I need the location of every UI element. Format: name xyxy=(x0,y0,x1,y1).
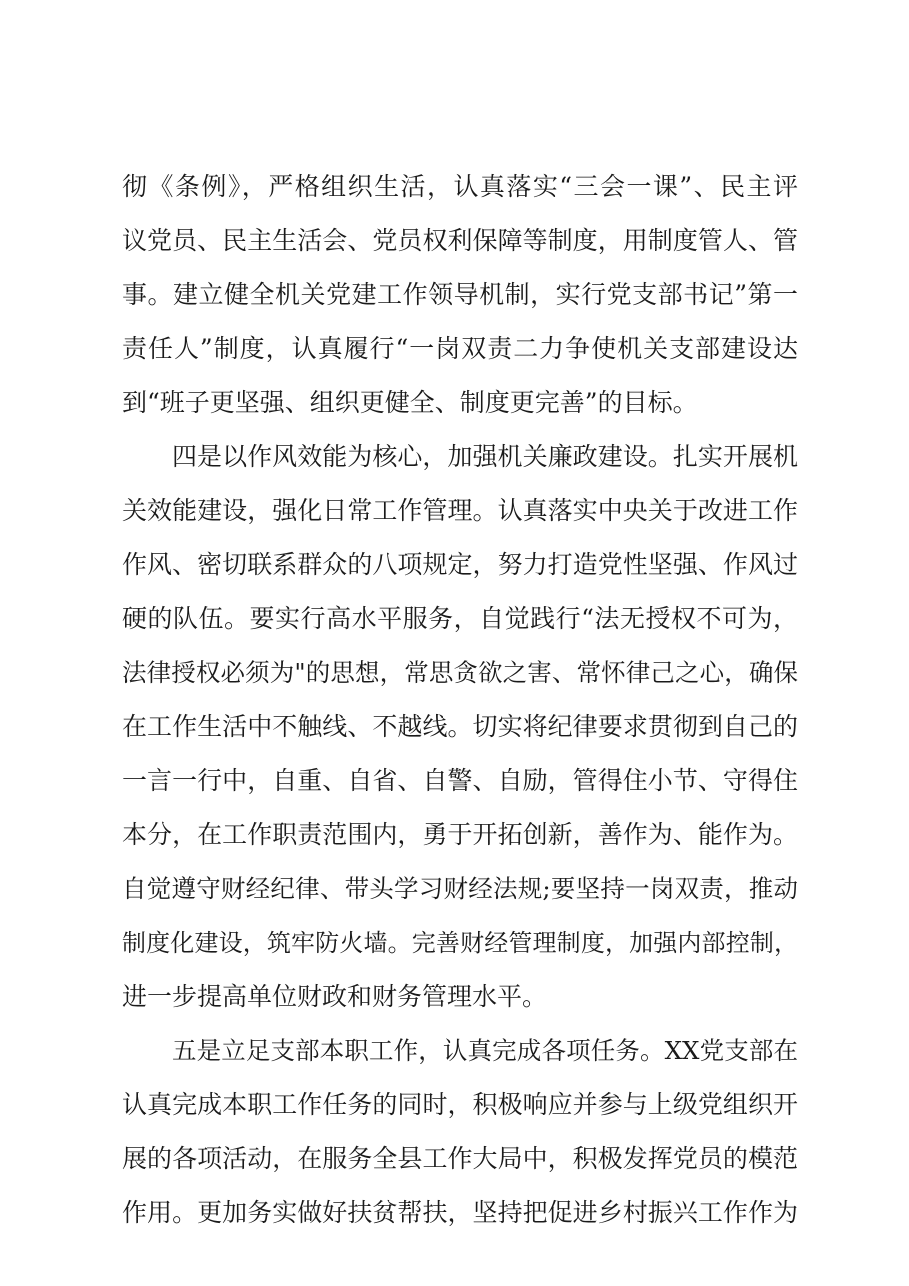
paragraph-line: 关效能建设，强化日常工作管理。认真落实中央关于改进工作 xyxy=(122,496,798,525)
paragraph-line: 认真完成本职工作任务的同时，积极响应并参与上级党组织开 xyxy=(122,1090,798,1119)
paragraph-first-line: 四是以作风效能为核心，加强机关廉政建设。扎实开展机 xyxy=(172,442,798,471)
paragraph-line: 到“班子更坚强、组织更健全、制度更完善”的目标。 xyxy=(122,388,698,417)
paragraph-line: 本分，在工作职责范围内，勇于开拓创新，善作为、能作为。 xyxy=(122,820,798,849)
paragraph-line: 在工作生活中不触线、不越线。切实将纪律要求贯彻到自己的 xyxy=(122,712,798,741)
paragraph-line: 彻《条例》，严格组织生活，认真落实“三会一课”、民主评 xyxy=(122,172,798,201)
paragraph-line: 自觉遵守财经纪律、带头学习财经法规;要坚持一岗双责，推动 xyxy=(122,874,798,903)
paragraph-first-line: 五是立足支部本职工作，认真完成各项任务。XX党支部在 xyxy=(172,1036,798,1065)
paragraph-line: 法律授权必须为"的思想，常思贪欲之害、常怀律己之心，确保 xyxy=(122,658,798,687)
paragraph-line: 事。建立健全机关党建工作领导机制，实行党支部书记”第一 xyxy=(122,280,798,309)
paragraph-line: 作用。更加务实做好扶贫帮扶，坚持把促进乡村振兴工作作为 xyxy=(122,1198,798,1227)
paragraph-line: 制度化建设，筑牢防火墙。完善财经管理制度，加强内部控制， xyxy=(122,929,798,957)
paragraph-line: 责任人”制度，认真履行“一岗双责二力争使机关支部建设达 xyxy=(122,334,798,363)
paragraph-line: 作风、密切联系群众的八项规定，努力打造党性坚强、作风过 xyxy=(122,550,798,579)
paragraph-line: 硬的队伍。要实行高水平服务，自觉践行“法无授权不可为， xyxy=(122,604,798,633)
paragraph-line: 议党员、民主生活会、党员权利保障等制度，用制度管人、管 xyxy=(122,226,798,255)
paragraph-line: 一言一行中，自重、自省、自警、自励，管得住小节、守得住 xyxy=(122,766,798,795)
paragraph-line: 展的各项活动，在服务全县工作大局中，积极发挥党员的模范 xyxy=(122,1144,798,1173)
paragraph-line: 进一步提高单位财政和财务管理水平。 xyxy=(122,982,548,1011)
document-body xyxy=(122,160,798,1240)
